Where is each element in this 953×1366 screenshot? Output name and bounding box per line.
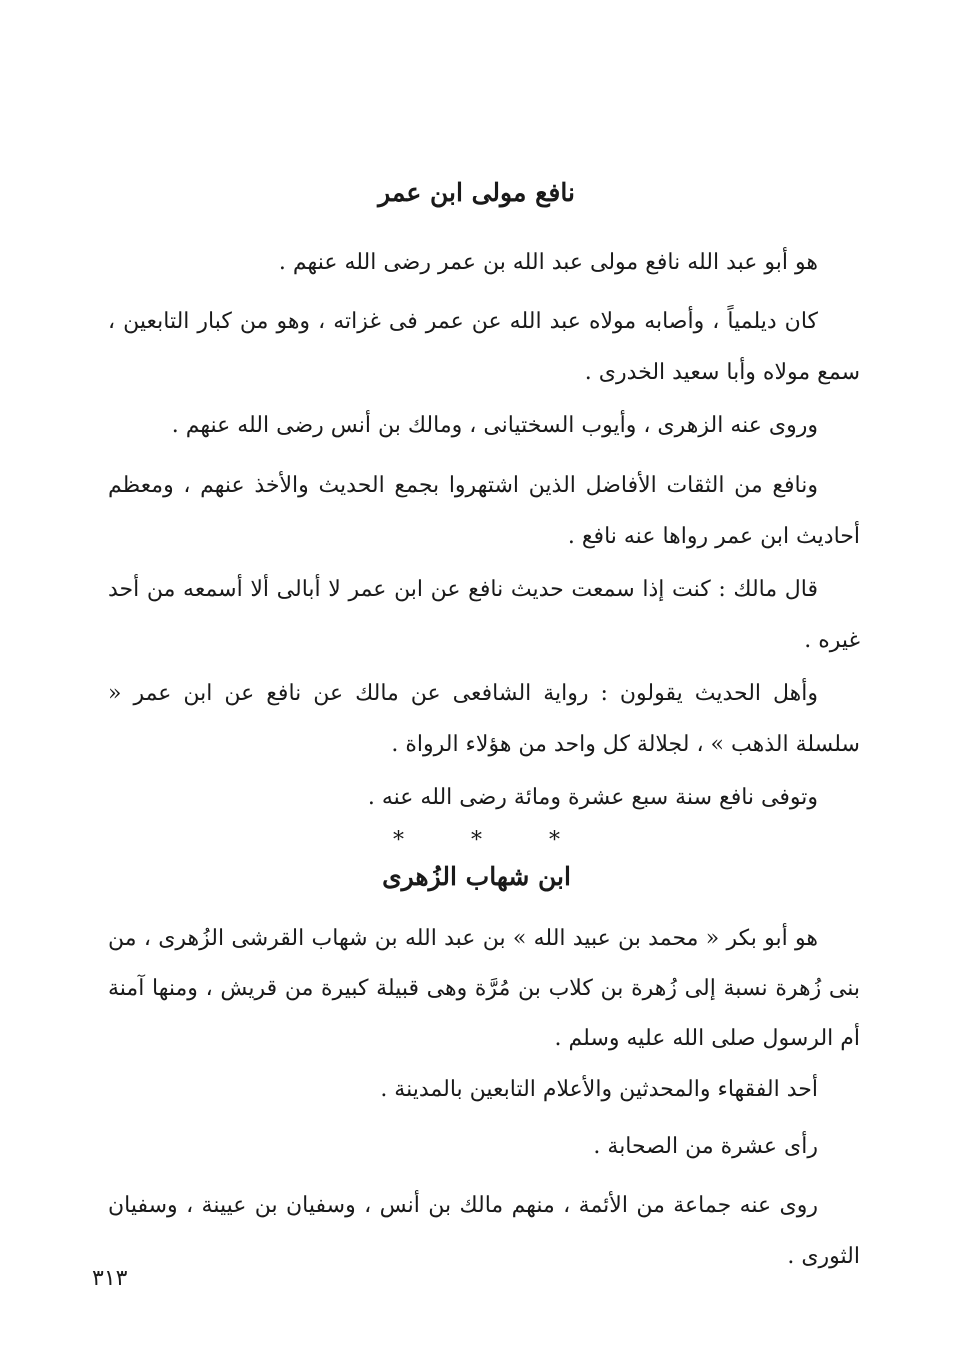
paragraph-5: قال مالك : كنت إذا سمعت حديث نافع عن ابن عمر لا أبالى ألا أسمعه من أحد غيره . (108, 577, 860, 653)
section-title-nafi: نافع مولى ابن عمر (378, 178, 575, 207)
paragraph-7: وتوفى نافع سنة سبع عشرة ومائة رضى الله عنه . (367, 785, 818, 810)
paragraph-1: هو أبو عبد الله نافع مولى عبد الله بن عمر رضى الله عنهم . (278, 250, 818, 275)
section-separator: * * * (393, 828, 590, 853)
paragraph-11: روى عنه جماعة من الأئمة ، منهم مالك بن أنس ، وسفيان بن عيينة ، وسفيان الثورى . (108, 1193, 860, 1269)
paragraph-10: رأى عشرة من الصحابة . (593, 1134, 818, 1159)
paragraph-9: أحد الفقهاء والمحدثين والأعلام التابعين بالمدينة . (380, 1077, 818, 1102)
page-number: ٣١٣ (92, 1266, 128, 1291)
paragraph-6: وأهل الحديث يقولون : رواية الشافعى عن مالك عن نافع عن ابن عمر « سلسلة الذهب » ، لجلالة كل واحد من هؤلاء الرواة . (108, 681, 860, 757)
paragraph-8: هو أبو بكر « محمد بن عبيد الله » بن عبد الله بن شهاب القرشى الزُهرى ، من بنى زُهرة نسبة إلى زُهرة بن كلاب بن مُرَّة وهى قبيلة كبيرة من قريش ، ومنها آمنة أم الرسول صلى الله عليه وسلم . (108, 926, 860, 1051)
paragraph-4: ونافع من الثقات الأفاضل الذين اشتهروا بجمع الحديث والأخذ عنهم ، ومعظم أحاديث ابن عمر رواها عنه نافع . (108, 473, 860, 549)
paragraph-3: وروى عنه الزهرى ، وأيوب السختيانى ، ومالك بن أنس رضى الله عنهم . (171, 413, 818, 438)
paragraph-2: كان ديلمياً ، وأصابه مولاه عبد الله عن عمر فى غزاته ، وهو من كبار التابعين ، سمع مولاه وأبا سعيد الخدرى . (108, 309, 860, 385)
section-title-zuhri: ابن شهاب الزُهرى (382, 862, 571, 891)
